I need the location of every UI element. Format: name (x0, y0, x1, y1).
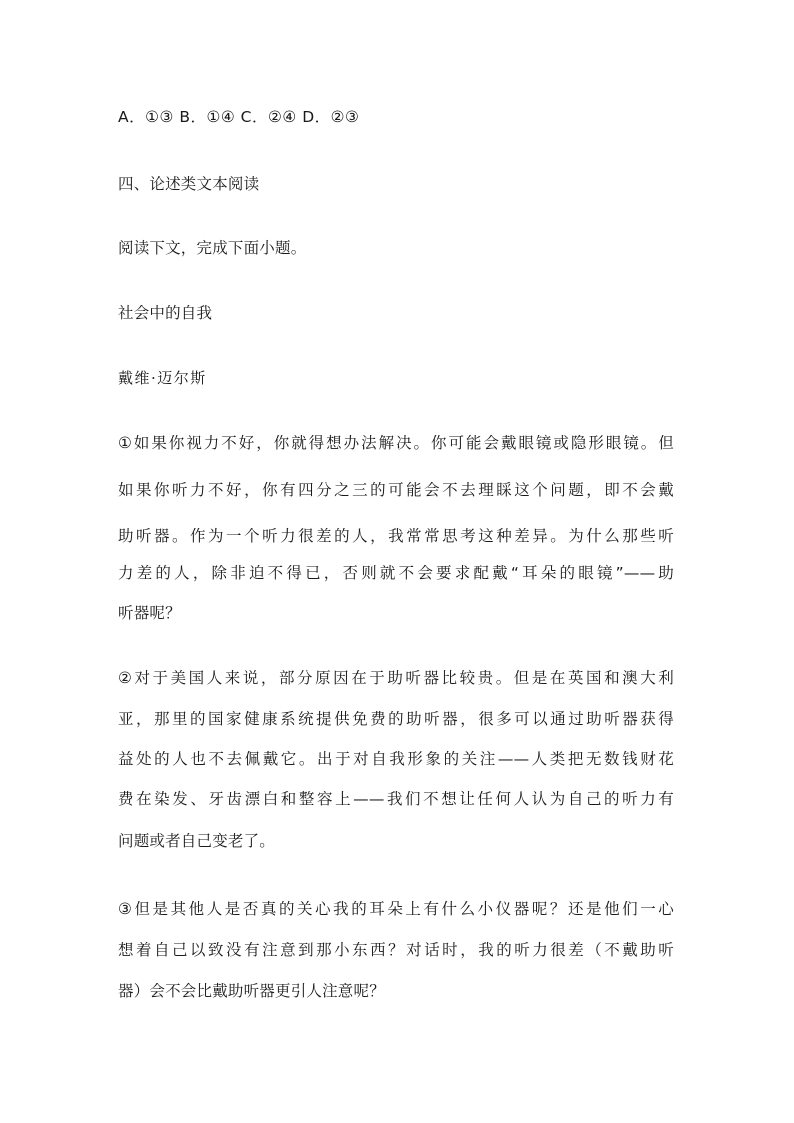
article-title: 社会中的自我 (118, 304, 213, 322)
paragraph-line: 问题或者自己变老了。 (118, 832, 276, 850)
answer-options: A．①③ B．①④ C．②④ D．②③ (118, 108, 360, 126)
article-author: 戴维·迈尔斯 (118, 369, 207, 387)
paragraph-line: 如果你听力不好，你有四分之三的可能会不去理睬这个问题，即不会戴 (118, 481, 674, 499)
paragraph-line: 想着自己以致没有注意到那小东西？对话时，我的听力很差（不戴助听 (118, 941, 674, 959)
paragraph-line: 力差的人，除非迫不得已，否则就不会要求配戴“耳朵的眼镜”——助 (118, 564, 674, 582)
section-heading: 四、论述类文本阅读 (118, 175, 260, 193)
paragraph-line: 听器呢？ (118, 604, 181, 622)
reading-instruction: 阅读下文，完成下面小题。 (118, 239, 307, 257)
paragraph-line: 益处的人也不去佩戴它。出于对自我形象的关注——人类把无数钱财花 (118, 750, 674, 768)
paragraph-line: 器）会不会比戴助听器更引人注意呢？ (118, 982, 385, 1000)
paragraph-line: 助听器。作为一个听力很差的人，我常常思考这种差异。为什么那些听 (118, 527, 674, 545)
paragraph-line: ③但是其他人是否真的关心我的耳朵上有什么小仪器呢？还是他们一心 (118, 900, 674, 918)
paragraph-line: ①如果你视力不好，你就得想办法解决。你可能会戴眼镜或隐形眼镜。但 (118, 434, 674, 452)
paragraph-line: ②对于美国人来说，部分原因在于助听器比较贵。但是在英国和澳大利 (118, 669, 674, 687)
paragraph-line: 费在染发、牙齿漂白和整容上——我们不想让任何人认为自己的听力有 (118, 790, 674, 808)
paragraph-line: 亚，那里的国家健康系统提供免费的助听器，很多可以通过助听器获得 (118, 710, 674, 728)
